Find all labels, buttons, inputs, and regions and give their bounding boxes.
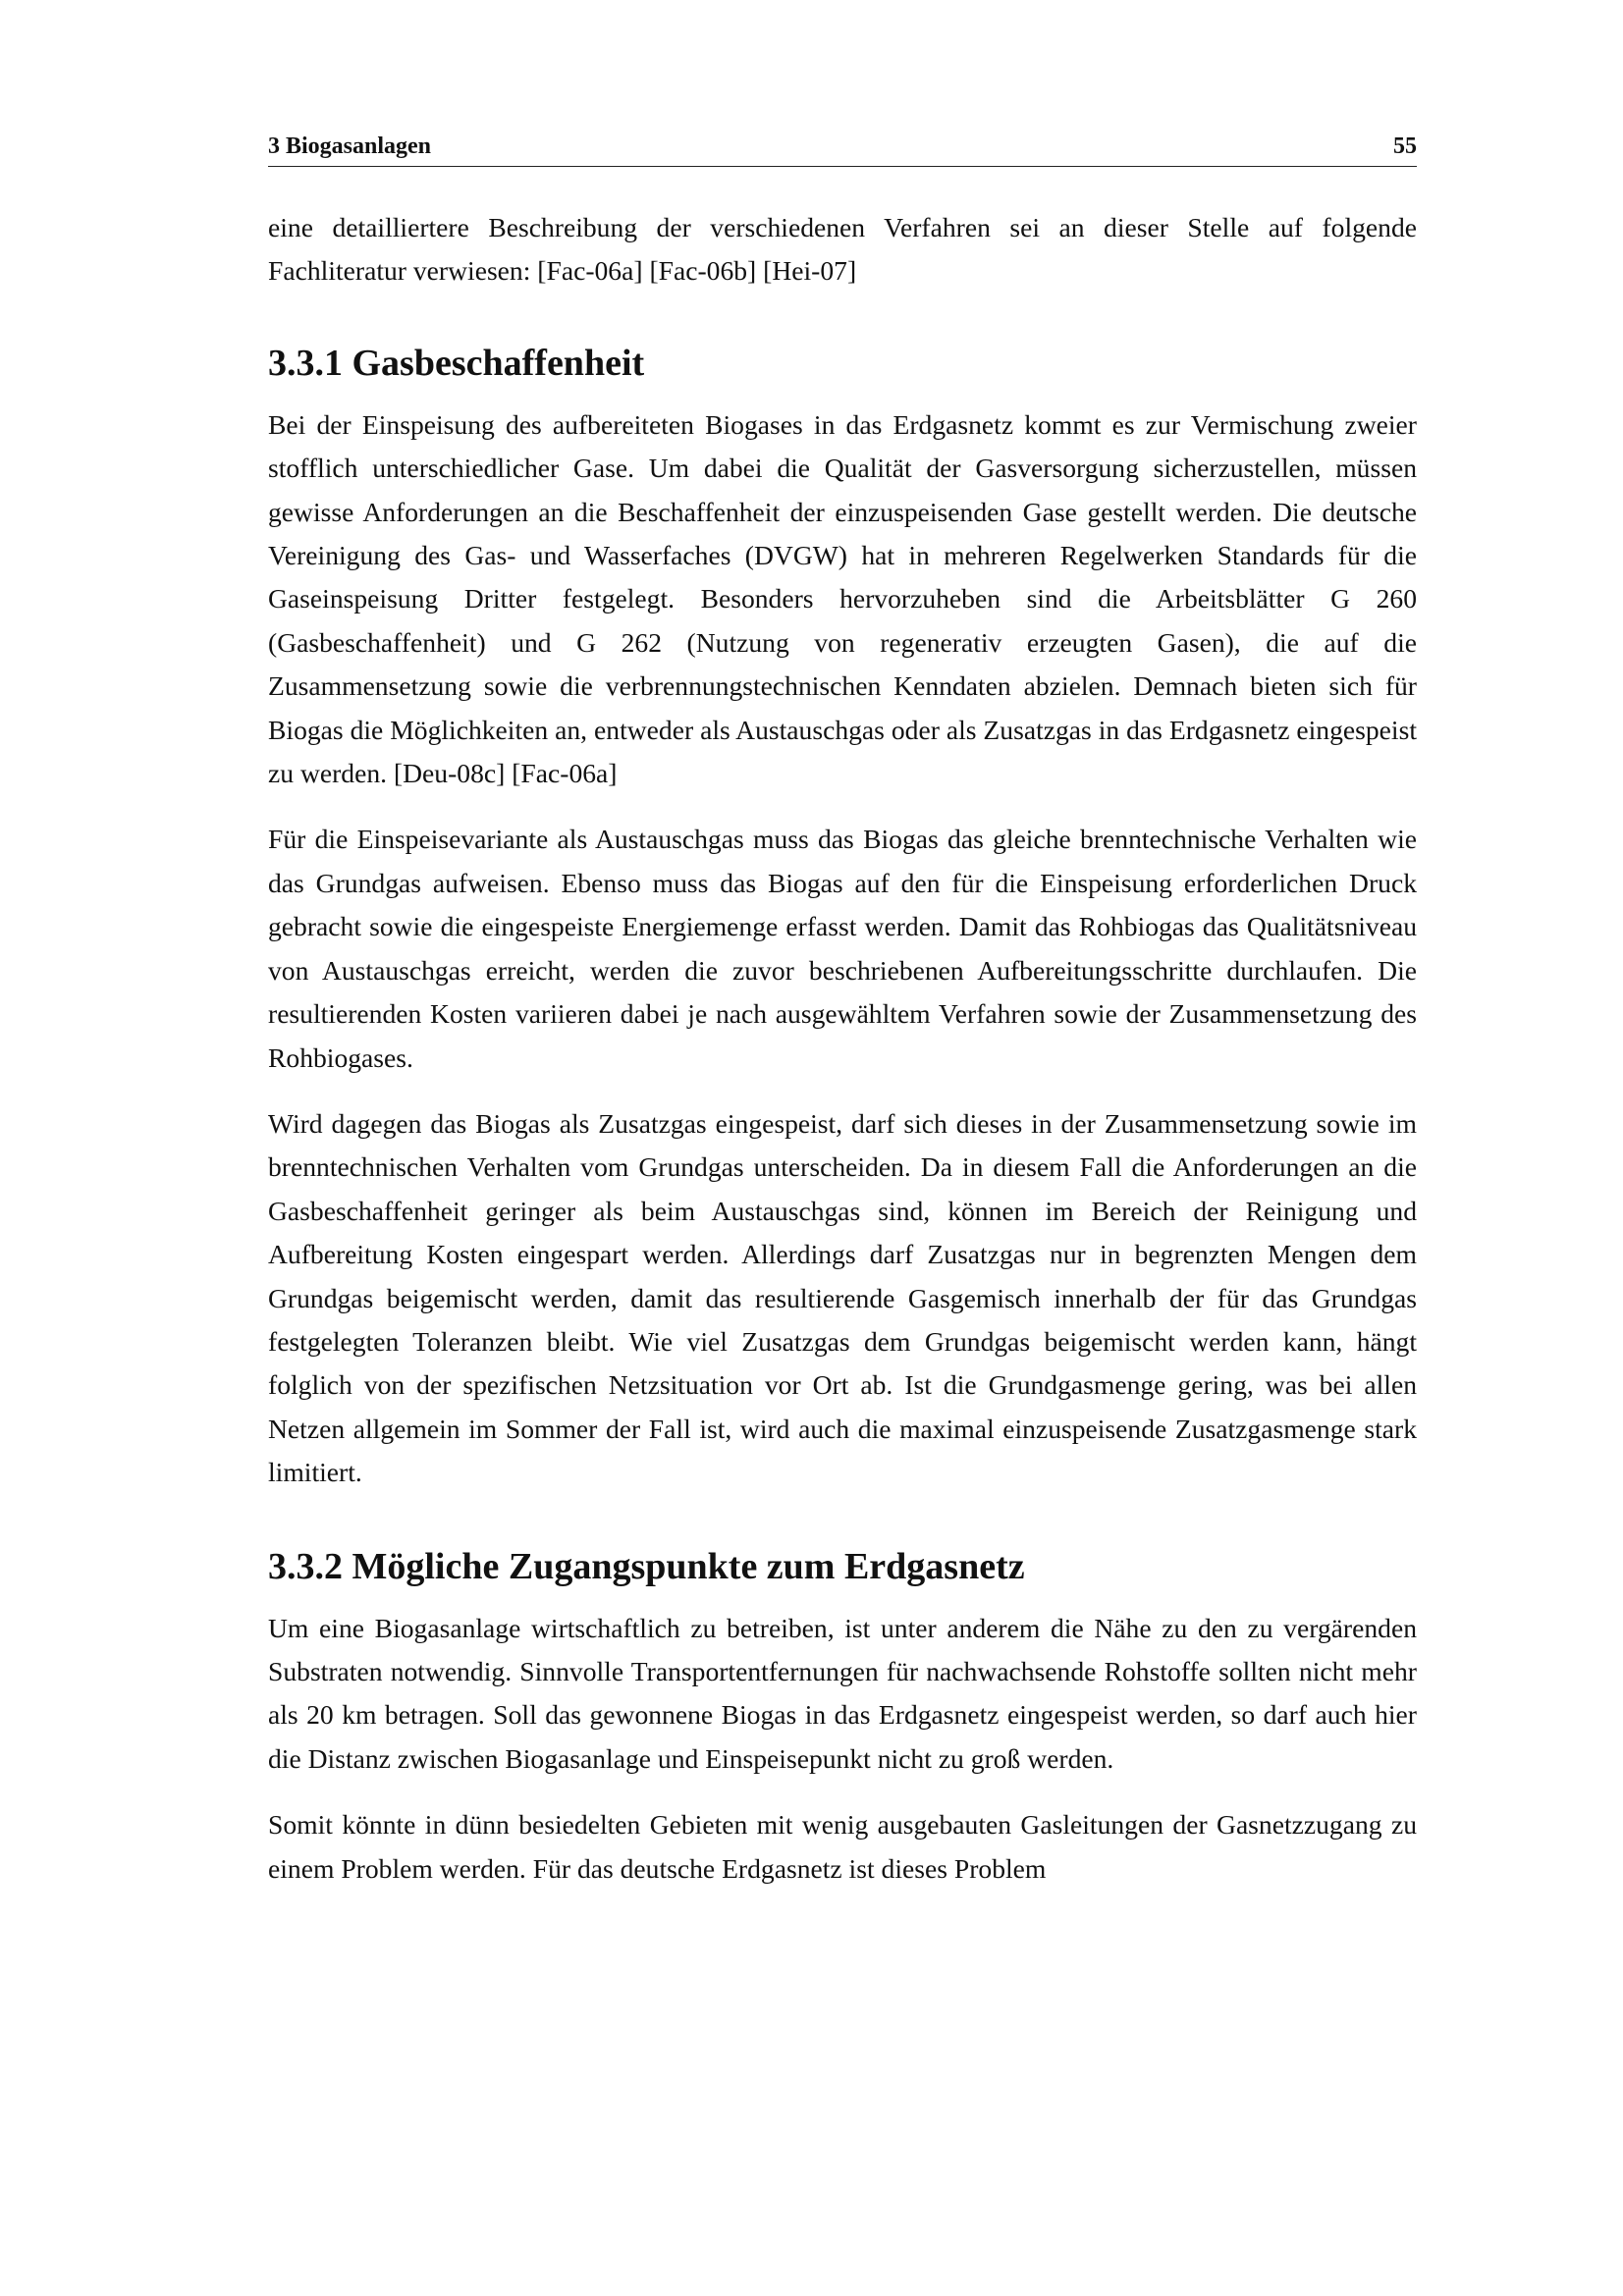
paragraph: Für die Einspeisevariante als Austauschgas muss das Biogas das gleiche brenntechnische Verhalten wie das Grundgas aufweisen. Ebenso muss das Biogas auf den für die Einspeisung erforderlichen Druck gebracht sowie die eingespeiste Energiemenge erfasst werden. Damit das Rohbiogas das Qualitätsniveau von Austauschgas erreicht, werden die zuvor beschriebenen Aufbereitungsschritte durchlaufen. Die resultierenden Kosten variieren dabei je nach ausgewähltem Verfahren sowie der Zusammensetzung des Rohbiogases.: [268, 824, 1417, 1073]
paragraph: Somit könnte in dünn besiedelten Gebieten mit wenig ausgebauten Gasleitungen der Gasnetzzugang zu einem Problem werden. Für das deutsche Erdgasnetz ist dieses Problem: [268, 1809, 1417, 1884]
chapter-title: 3 Biogasanlagen: [268, 133, 432, 159]
section-heading-gasbeschaffenheit: 3.3.1 Gasbeschaffenheit: [268, 342, 645, 384]
document-page: [268, 133, 1417, 1891]
section-heading-zugangspunkte: 3.3.2 Mögliche Zugangspunkte zum Erdgasnetz: [268, 1545, 1025, 1587]
running-header: [268, 133, 1417, 167]
paragraph: Wird dagegen das Biogas als Zusatzgas eingespeist, darf sich dieses in der Zusammensetzung sowie im brenntechnischen Verhalten vom Grundgas unterscheiden. Da in diesem Fall die Anforderungen an die Gasbeschaffenheit geringer als beim Austauschgas sind, können im Bereich der Reinigung und Aufbereitung Kosten eingespart werden. Allerdings darf Zusatzgas nur in begrenzten Mengen dem Grundgas beigemischt werden, damit das resultierende Gasgemisch innerhalb der für das Grundgas festgelegten Toleranzen bleibt. Wie viel Zusatzgas dem Grundgas beigemischt werden kann, hängt folglich von der spezifischen Netzsituation vor Ort ab. Ist die Grundgasmenge gering, was bei allen Netzen allgemein im Sommer der Fall ist, wird auch die maximal einzuspeisende Zusatzgasmenge stark limitiert.: [268, 1107, 1417, 1488]
page-number: 55: [1393, 133, 1417, 159]
paragraph: Um eine Biogasanlage wirtschaftlich zu betreiben, ist unter anderem die Nähe zu den zu vergärenden Substraten notwendig. Sinnvolle Transportentfernungen für nachwachsende Rohstoffe sollten nicht mehr als 20 km betragen. Soll das gewonnene Biogas in das Erdgasnetz eingespeist werden, so darf auch hier die Distanz zwischen Biogasanlage und Einspeisepunkt nicht zu groß werden.: [268, 1612, 1417, 1774]
intro-paragraph: eine detailliertere Beschreibung der verschiedenen Verfahren sei an dieser Stelle auf folgende Fachliteratur verwiesen: [Fac-06a] [Fac-06b] [Hei-07]: [268, 212, 1417, 287]
paragraph: Bei der Einspeisung des aufbereiteten Biogases in das Erdgasnetz kommt es zur Vermischung zweier stofflich unterschiedlicher Gase. Um dabei die Qualität der Gasversorgung sicherzustellen, müssen gewisse Anforderungen an die Beschaffenheit der einzuspeisenden Gase gestellt werden. Die deutsche Vereinigung des Gas- und Wasserfaches (DVGW) hat in mehreren Regelwerken Standards für die Gaseinspeisung Dritter festgelegt. Besonders hervorzuheben sind die Arbeitsblätter G 260 (Gasbeschaffenheit) und G 262 (Nutzung von regenerativ erzeugten Gasen), die auf die Zusammensetzung sowie die verbrennungstechnischen Kenndaten abzielen. Demnach bieten sich für Biogas die Möglichkeiten an, entweder als Austauschgas oder als Zusatzgas in das Erdgasnetz eingespeist zu werden. [Deu-08c] [Fac-06a]: [268, 408, 1417, 789]
